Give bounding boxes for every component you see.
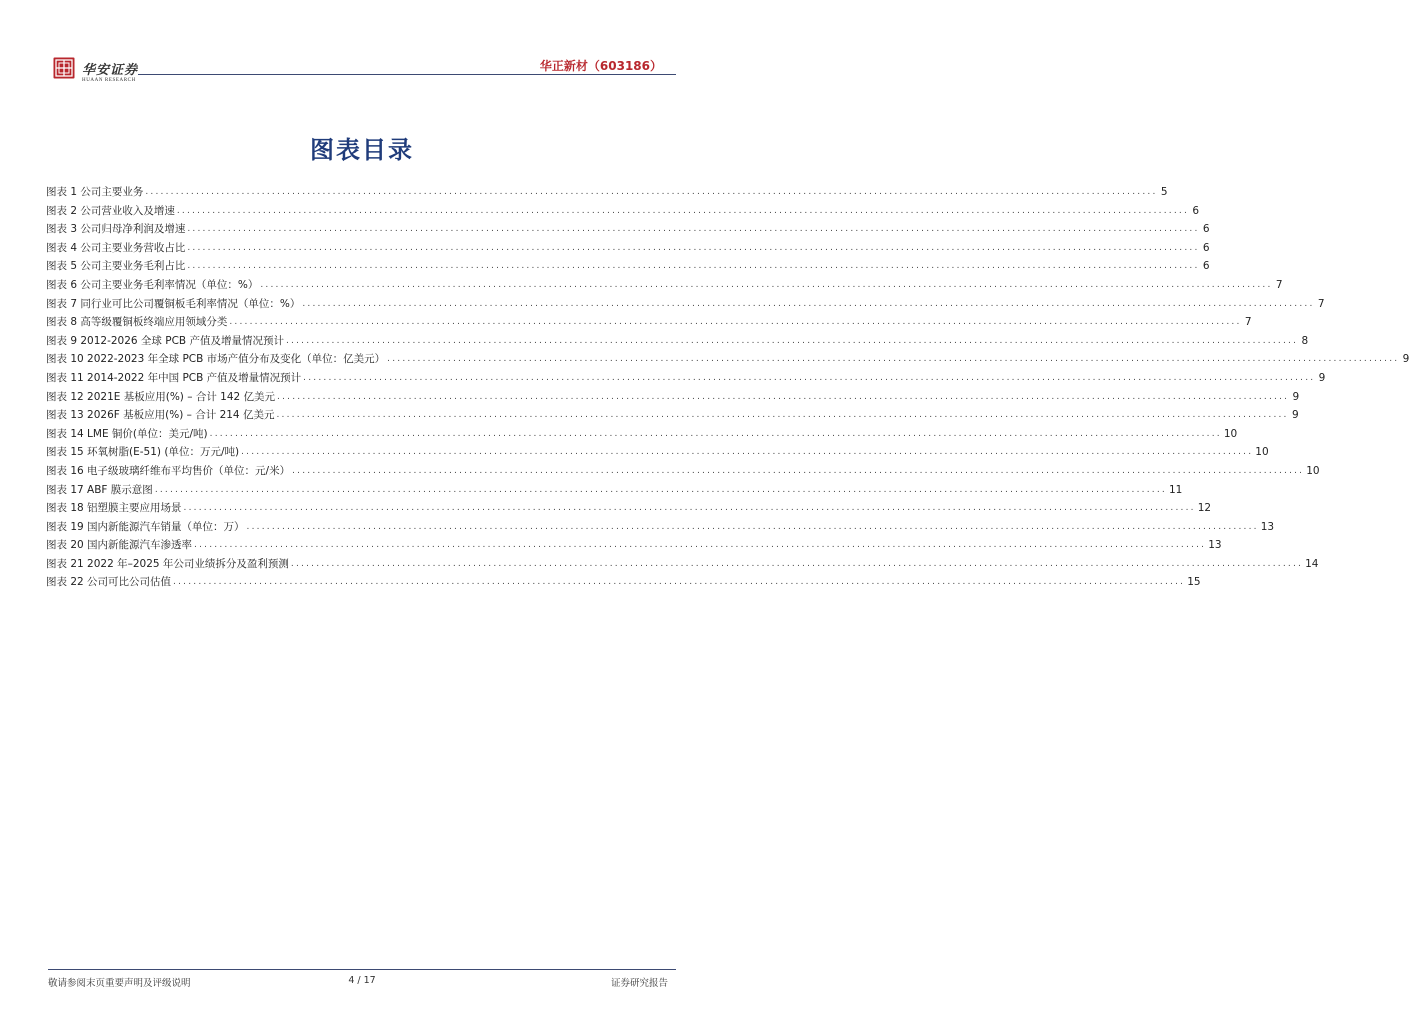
toc-dot-leader: ........................................................................................................................................................................................................: [303, 372, 1316, 383]
toc-entry[interactable]: [46, 462, 1320, 481]
toc-entry-page: 9: [1402, 353, 1409, 366]
toc-dot-leader: ........................................................................................................................................................................................................: [187, 261, 1200, 272]
toc-entry-label: 图表 22 公司可比公司估值: [46, 576, 172, 589]
toc-entry-label: 图表 13 2026F 基板应用(%) – 合计 214 亿美元: [46, 409, 275, 422]
toc-entry[interactable]: [46, 183, 1168, 202]
toc-dot-leader: ........................................................................................................................................................................................................: [187, 224, 1200, 235]
toc-entry-page: 9: [1292, 390, 1300, 403]
toc-entry-label: 图表 14 LME 铜价(单位：美元/吨): [46, 427, 208, 440]
toc-entry-label: 图表 7 同行业可比公司覆铜板毛利率情况（单位：%）: [46, 297, 301, 310]
toc-entry-page: 10: [1255, 446, 1269, 459]
toc-entry[interactable]: [46, 257, 1210, 276]
toc-entry-label: 图表 10 2022-2023 年全球 PCB 市场产值分布及变化（单位：亿美元）: [46, 353, 386, 366]
toc-entry-page: 9: [1291, 409, 1299, 422]
toc-dot-leader: ........................................................................................................................................................................................................: [194, 540, 1207, 551]
toc-entry-label: 图表 12 2021E 基板应用(%) – 合计 142 亿美元: [46, 390, 276, 403]
toc-entry[interactable]: [46, 481, 1183, 500]
toc-entry-label: 图表 4 公司主要业务营收占比: [46, 241, 186, 254]
toc-dot-leader: ........................................................................................................................................................................................................: [276, 410, 1289, 421]
seal-icon: [53, 57, 75, 79]
toc-entry-page: 5: [1160, 186, 1168, 198]
toc-entry[interactable]: [46, 536, 1222, 555]
toc-entry-label: 图表 1 公司主要业务: [46, 186, 144, 198]
toc-entry-label: 图表 11 2014-2022 年中国 PCB 产值及增量情况预计: [46, 371, 302, 384]
toc-entry[interactable]: [46, 276, 1283, 295]
toc-entry-label: 图表 5 公司主要业务毛利占比: [46, 260, 186, 273]
toc-entry[interactable]: [46, 313, 1252, 332]
footer-divider: [48, 969, 676, 970]
company-ticker: 华正新材（603186）: [539, 59, 662, 73]
toc-entry-page: 6: [1202, 241, 1210, 254]
toc-entry[interactable]: [46, 406, 1299, 425]
toc-entry-page: 8: [1301, 334, 1309, 347]
toc-entry-label: 图表 17 ABF 膜示意图: [46, 483, 153, 496]
toc-dot-leader: ........................................................................................................................................................................................................: [154, 484, 1167, 495]
logo-subtitle: HUAAN RESEARCH: [82, 78, 136, 83]
toc-entry-page: 6: [1202, 260, 1210, 273]
toc-dot-leader: ........................................................................................................................................................................................................: [277, 391, 1290, 402]
page-footer: [48, 975, 676, 991]
page-header: [48, 55, 676, 89]
logo-name: 华安证券: [82, 63, 139, 78]
toc-entry[interactable]: [46, 239, 1210, 258]
toc-dot-leader: ........................................................................................................................................................................................................: [183, 503, 1196, 514]
toc-entry-label: 图表 6 公司主要业务毛利率情况（单位：%）: [46, 278, 259, 291]
toc-entry[interactable]: [46, 443, 1269, 462]
disclaimer-note: 敬请参阅末页重要声明及评级说明: [48, 978, 191, 989]
toc-entry-page: 7: [1275, 278, 1283, 291]
toc-entry[interactable]: [46, 350, 1409, 369]
toc-dot-leader: ........................................................................................................................................................................................................: [229, 317, 1242, 328]
toc-entry-label: 图表 15 环氧树脂(E-51) (单位：万元/吨): [46, 446, 240, 459]
toc-entry-label: 图表 21 2022 年–2025 年公司业绩拆分及盈利预测: [46, 557, 289, 570]
toc-entry-label: 图表 3 公司归母净利润及增速: [46, 223, 186, 236]
toc-dot-leader: ........................................................................................................................................................................................................: [260, 279, 1273, 290]
toc-dot-leader: ........................................................................................................................................................................................................: [176, 205, 1190, 216]
toc-entry-page: 6: [1192, 204, 1200, 217]
page-number: 4 / 17: [348, 975, 376, 986]
company-logo: [48, 57, 158, 87]
toc-entry[interactable]: [46, 518, 1275, 537]
toc-entry[interactable]: [46, 499, 1212, 518]
toc-entry-page: 10: [1306, 464, 1320, 477]
toc-entry[interactable]: [46, 573, 1201, 592]
toc-entry[interactable]: [46, 425, 1238, 444]
toc-entry-page: 7: [1244, 316, 1252, 329]
toc-entry-label: 图表 16 电子级玻璃纤维布平均售价（单位：元/米）: [46, 464, 291, 477]
toc-dot-leader: ........................................................................................................................................................................................................: [246, 521, 1259, 532]
toc-entry-page: 9: [1318, 371, 1326, 384]
toc-entry-page: 12: [1197, 502, 1212, 515]
toc-entry[interactable]: [46, 388, 1300, 407]
toc-entry[interactable]: [46, 295, 1325, 314]
toc-dot-leader: ........................................................................................................................................................................................................: [145, 187, 1158, 197]
toc-entry-label: 图表 20 国内新能源汽车渗透率: [46, 539, 193, 552]
toc-entry[interactable]: [46, 369, 1326, 388]
report-type: 证券研究报告: [610, 978, 668, 989]
toc-entry-page: 14: [1305, 557, 1319, 570]
toc-entry-label: 图表 8 高等级覆铜板终端应用领域分类: [46, 316, 228, 329]
toc-entry-page: 10: [1223, 427, 1238, 440]
toc-entry-label: 图表 18 铝塑膜主要应用场景: [46, 502, 182, 515]
toc-entry[interactable]: [46, 220, 1210, 239]
toc-dot-leader: ........................................................................................................................................................................................................: [241, 447, 1254, 458]
toc-entry-page: 11: [1168, 483, 1183, 496]
toc-dot-leader: ........................................................................................................................................................................................................: [302, 298, 1315, 309]
toc-entry-label: 图表 2 公司营业收入及增速: [46, 204, 175, 217]
toc-entry-page: 6: [1202, 223, 1210, 236]
toc-dot-leader: ........................................................................................................................................................................................................: [290, 558, 1304, 569]
toc-dot-leader: ........................................................................................................................................................................................................: [209, 428, 1222, 439]
toc-entry[interactable]: [46, 202, 1200, 221]
figure-index-list: [46, 183, 1409, 592]
toc-entry-page: 13: [1260, 520, 1275, 533]
toc-dot-leader: ........................................................................................................................................................................................................: [187, 242, 1200, 253]
toc-entry[interactable]: [46, 555, 1319, 574]
toc-entry-label: 图表 19 国内新能源汽车销量（单位：万）: [46, 520, 245, 533]
toc-entry-page: 13: [1208, 539, 1222, 552]
toc-entry-page: 7: [1317, 297, 1325, 310]
toc-entry-label: 图表 9 2012-2026 全球 PCB 产值及增量情况预计: [46, 334, 284, 347]
header-divider: [138, 74, 676, 75]
toc-dot-leader: ........................................................................................................................................................................................................: [387, 354, 1400, 365]
toc-dot-leader: ........................................................................................................................................................................................................: [292, 465, 1305, 476]
toc-dot-leader: ........................................................................................................................................................................................................: [285, 335, 1299, 346]
page-title: 图表目录: [310, 136, 414, 164]
toc-dot-leader: ........................................................................................................................................................................................................: [173, 577, 1186, 588]
toc-entry[interactable]: [46, 332, 1309, 351]
toc-entry-page: 15: [1187, 576, 1201, 589]
